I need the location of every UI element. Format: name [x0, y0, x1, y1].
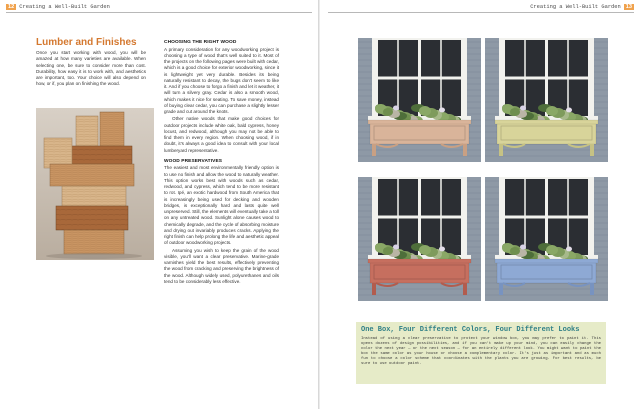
- plant-foliage: [383, 108, 393, 116]
- plant-foliage: [546, 245, 558, 255]
- choosing-wood-paragraph-2: Other native woods that make good choices for outdoor projects include white oak, bald cypress, honey locust, and redwood, although you may not be able to find them in every region. When choosing wood, if in doubt, it's always a good idea to consult with your local lumberyard representative.: [164, 116, 279, 153]
- plant-foliage: [546, 106, 558, 116]
- right-page-number: 13: [625, 4, 632, 10]
- flower: [520, 106, 526, 111]
- window-box-photo-peach: [358, 38, 481, 162]
- plant-foliage: [510, 247, 520, 255]
- window-box-photo-blue: [485, 177, 608, 301]
- window-box-bracket: [372, 144, 376, 156]
- window-box-bracket: [372, 283, 376, 295]
- left-page: [0, 0, 318, 409]
- body-column: [164, 40, 279, 286]
- window-box: [497, 122, 596, 144]
- window-box-bracket: [463, 144, 467, 156]
- lumber-stack-illustration: [36, 108, 154, 260]
- window-box-rim: [495, 120, 598, 124]
- flower: [566, 108, 572, 113]
- preservatives-paragraph-1: The easiest and most environmentally friendly option is to use no finish and allow the wood to naturally weather. This option works best with woods such as cedar, redwood, and cypress, which tend to be more resistant to rot. Ipé, an exotic hardwood from South America that is increasingly being used for decking and wooden bridges, is exceptionally hard and lasts quite well unpreserved. Still, the elements will eventually take a toll on any untreated wood. Sunlight alone causes wood to chemically degrade, and the cycle of absorbing moisture and drying out invariably produces cracks. Applying the right finish can help prolong the life and aesthetic appeal of outdoor woodworking projects.: [164, 165, 279, 246]
- window-box-bracket: [499, 283, 503, 295]
- right-page: [320, 0, 640, 409]
- window-box-rim: [495, 259, 598, 263]
- caption-text: Instead of using a clear preservative to protect your window box, you may prefer to paint it. This opens dozens of design possibilities, and if you can't make up your mind, you can easily change the color the next year — or the next season — for an entirely different look. You might want to paint the box the same color as your house or choose a complementary color. It's just as important and as much fun to choose a color scheme that coordinates with the plants you are growing. For best results, be sure to use outdoor paint.: [361, 337, 601, 366]
- right-header-rule: [328, 12, 634, 13]
- window-box: [370, 261, 469, 283]
- subheading-choosing-wood: CHOOSING THE RIGHT WOOD: [164, 40, 237, 45]
- left-header-rule: [6, 12, 312, 13]
- flower: [439, 108, 445, 113]
- flower: [439, 247, 445, 252]
- left-page-number: 12: [8, 4, 15, 10]
- left-running-head: [6, 4, 110, 10]
- plant-foliage: [419, 106, 431, 116]
- right-running-head: [530, 4, 634, 10]
- window-box-bracket: [590, 283, 594, 295]
- plant-foliage: [383, 247, 393, 255]
- window-box: [497, 261, 596, 283]
- window-box: [370, 122, 469, 144]
- lumber-photo: [36, 108, 154, 260]
- caption-title: One Box, Four Different Colors, Four Different Looks: [361, 326, 580, 334]
- flower: [393, 106, 399, 111]
- flower: [566, 247, 572, 252]
- flower: [520, 245, 526, 250]
- right-running-head-text: Creating a Well-Built Garden: [530, 4, 621, 10]
- flower: [393, 245, 399, 250]
- left-running-head-text: Creating a Well-Built Garden: [19, 4, 110, 10]
- plant-foliage: [510, 108, 520, 116]
- choosing-wood-paragraph-1: A primary consideration for any woodworking project is choosing a type of wood that's well suited to it. Most of the projects on the following pages were built with cedar, which is a good choice for exterior woodworking, since it is lightweight yet very durable. Besides its being naturally resistant to decay, the bugs don't seem to like it. And if you choose to forgo a finish and let it weather, it will turn a silvery gray. Cedar is also a smooth wood, which makes it nice for seating. To save money, instead of buying clear cedar, you can purchase a slightly lesser grade and cut around the knots.: [164, 46, 279, 114]
- preservatives-paragraph-2: Assuming you wish to keep the grain of the wood visible, you'll want a clear preservative. Marine-grade varnishes yield the best results, effectively preventing the wood from cracking and preserving the brightness of the wood. Although widely used, polyurethanes and oils tend to be considerably less effective.: [164, 247, 279, 284]
- window-box-bracket: [590, 144, 594, 156]
- window-box-bracket: [499, 144, 503, 156]
- window-box-rim: [368, 120, 471, 124]
- window-box-photo-red: [358, 177, 481, 301]
- intro-paragraph: Once you start working with wood, you will be amazed at how many varieties are available. When selecting one, be sure to consider more than cost. Durability, how easy it is to work with, and aesthetics are important, too. Your choice will also depend on how, or if, you plan on finishing the wood.: [36, 50, 146, 87]
- plant-foliage: [419, 245, 431, 255]
- caption-box: [356, 322, 606, 384]
- window-box-bracket: [463, 283, 467, 295]
- section-heading: Lumber and Finishes: [36, 37, 137, 48]
- window-box-photo-yellow: [485, 38, 608, 162]
- subheading-wood-preservatives: WOOD PRESERVATIVES: [164, 158, 223, 164]
- window-box-rim: [368, 259, 471, 263]
